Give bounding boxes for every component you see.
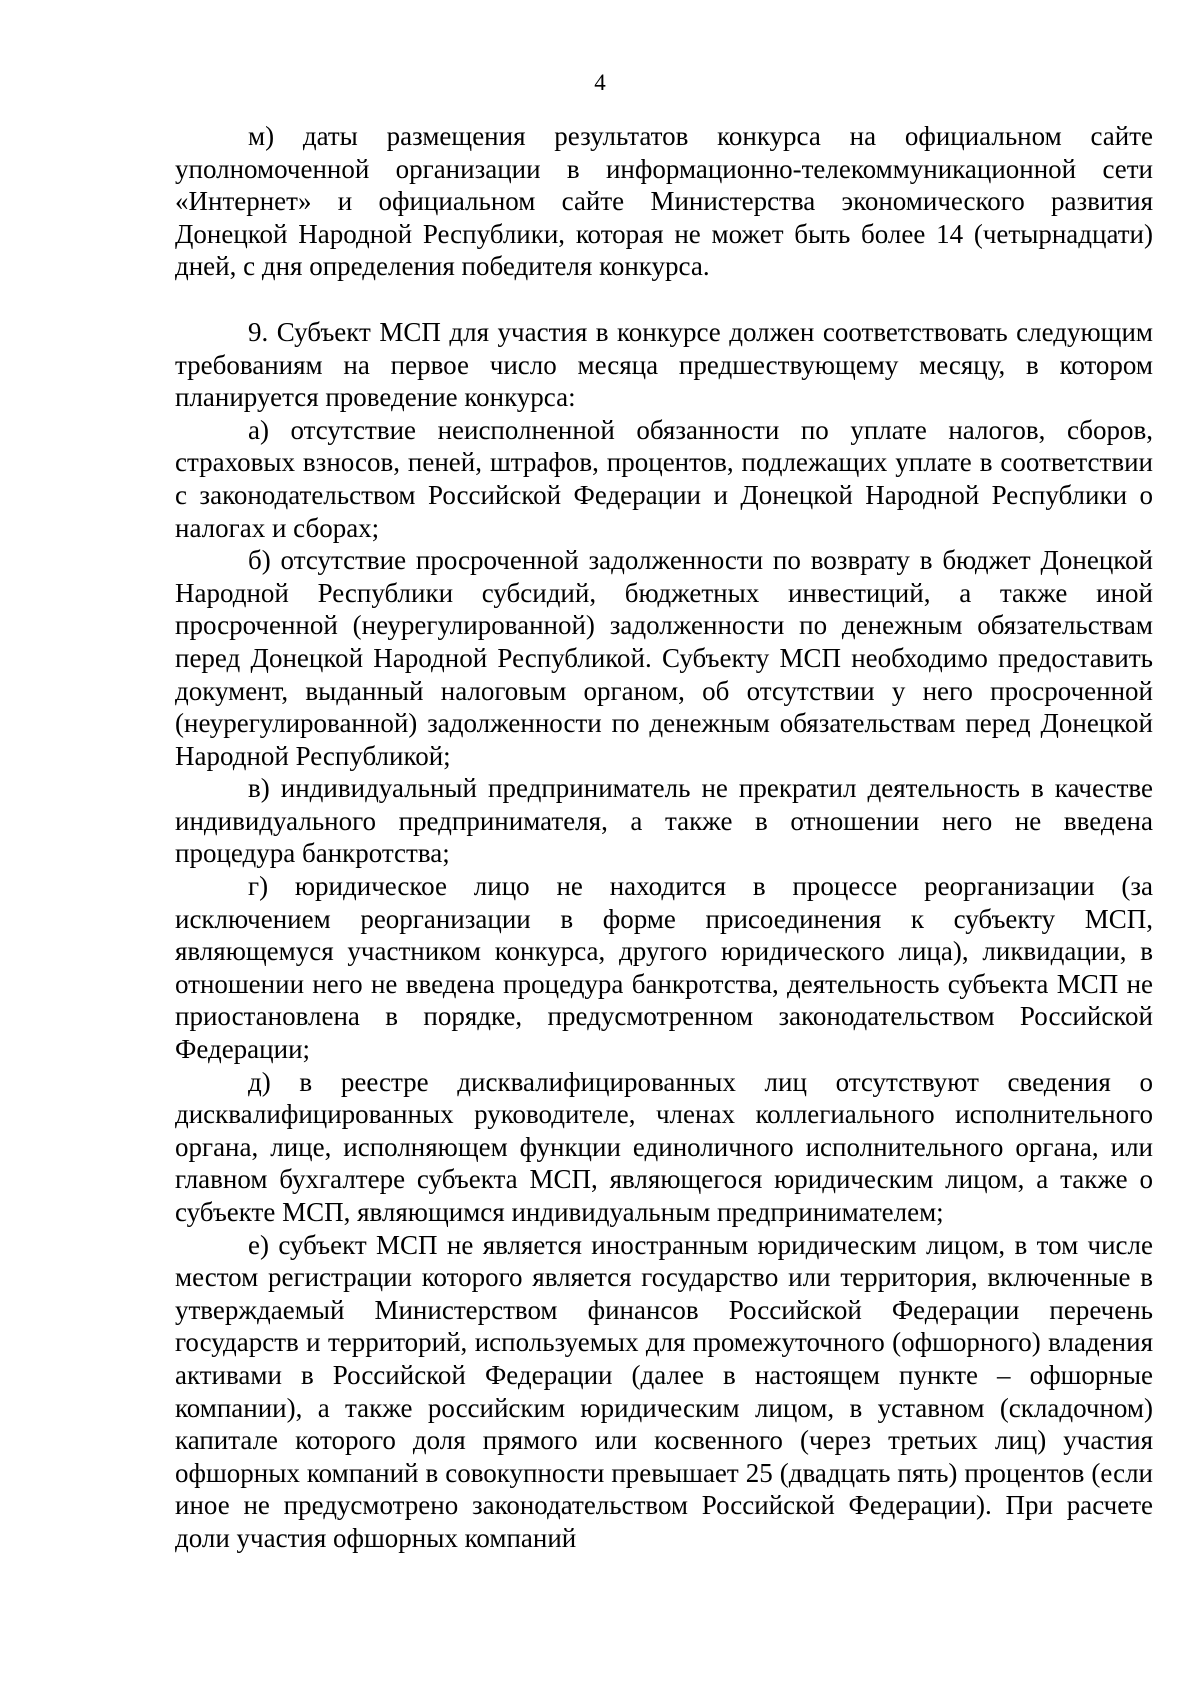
subparagraph-g: г) юридическое лицо не находится в процессе реорганизации (за исключением реорганизации в форме присоединения к субъекту МСП, являющемуся участником конкурса, другого юридического лица), ликвидации, в отношении него не введена процедура банкротства, деятельность субъекта МСП не приостановлена в порядке, предусмотренном законодательством Российской Федерации;	[175, 871, 1153, 1065]
subparagraph-e: е) субъект МСП не является иностранным юридическим лицом, в том числе местом регистрации которого является государство или территория, включенные в утверждаемый Министерством финансов Российской Федерации перечень государств и территорий, используемых для промежуточного (офшорного) владения активами в Российской Федерации (далее в настоящем пункте – офшорные компании), а также российским юридическим лицом, в уставном (складочном) капитале которого доля прямого или косвенного (через третьих лиц) участия офшорных компаний в совокупности превышает 25 (двадцать пять) процентов (если иное не предусмотрено законодательством Российской Федерации). При расчете доли участия офшорных компаний	[175, 1229, 1153, 1553]
subparagraph-b: б) отсутствие просроченной задолженности по возврату в бюджет Донецкой Народной Республики субсидий, бюджетных инвестиций, а также иной просроченной (неурегулированной) задолженности по денежным обязательствам перед Донецкой Народной Республикой. Субъекту МСП необходимо предоставить документ, выданный налоговым органом, об отсутствии у него просроченной (неурегулированной) задолженности по денежным обязательствам перед Донецкой Народной Республикой;	[175, 545, 1153, 771]
paragraph-9: 9. Субъект МСП для участия в конкурсе должен соответствовать следующим требованиям на первое число месяца предшествующему месяцу, в котором планируется проведение конкурса:	[175, 316, 1153, 413]
page-number: 4	[594, 70, 606, 95]
paragraph-m: м) даты размещения результатов конкурса на официальном сайте уполномоченной организации в информационно-телекоммуникационной сети «Интернет» и официальном сайте Министерства экономического развития Донецкой Народной Республики, которая не может быть более 14 (четырнадцати) дней, с дня определения победителя конкурса.	[175, 121, 1153, 282]
subparagraph-a: а) отсутствие неисполненной обязанности по уплате налогов, сборов, страховых взносов, пеней, штрафов, процентов, подлежащих уплате в соответствии с законодательством Российской Федерации и Донецкой Народной Республики о налогах и сборах;	[175, 414, 1153, 543]
subparagraph-v: в) индивидуальный предприниматель не прекратил деятельность в качестве индивидуального предпринимателя, а также в отношении него не введена процедура банкротства;	[175, 773, 1153, 869]
subparagraph-d: д) в реестре дисквалифицированных лиц отсутствуют сведения о дисквалифицированных руководителе, членах коллегиального исполнительного органа, лице, исполняющем функции единоличного исполнительного органа, или главном бухгалтере субъекта МСП, являющегося юридическим лицом, а также о субъекте МСП, являющимся индивидуальным предпринимателем;	[175, 1066, 1153, 1227]
document-body	[175, 120, 1153, 1555]
